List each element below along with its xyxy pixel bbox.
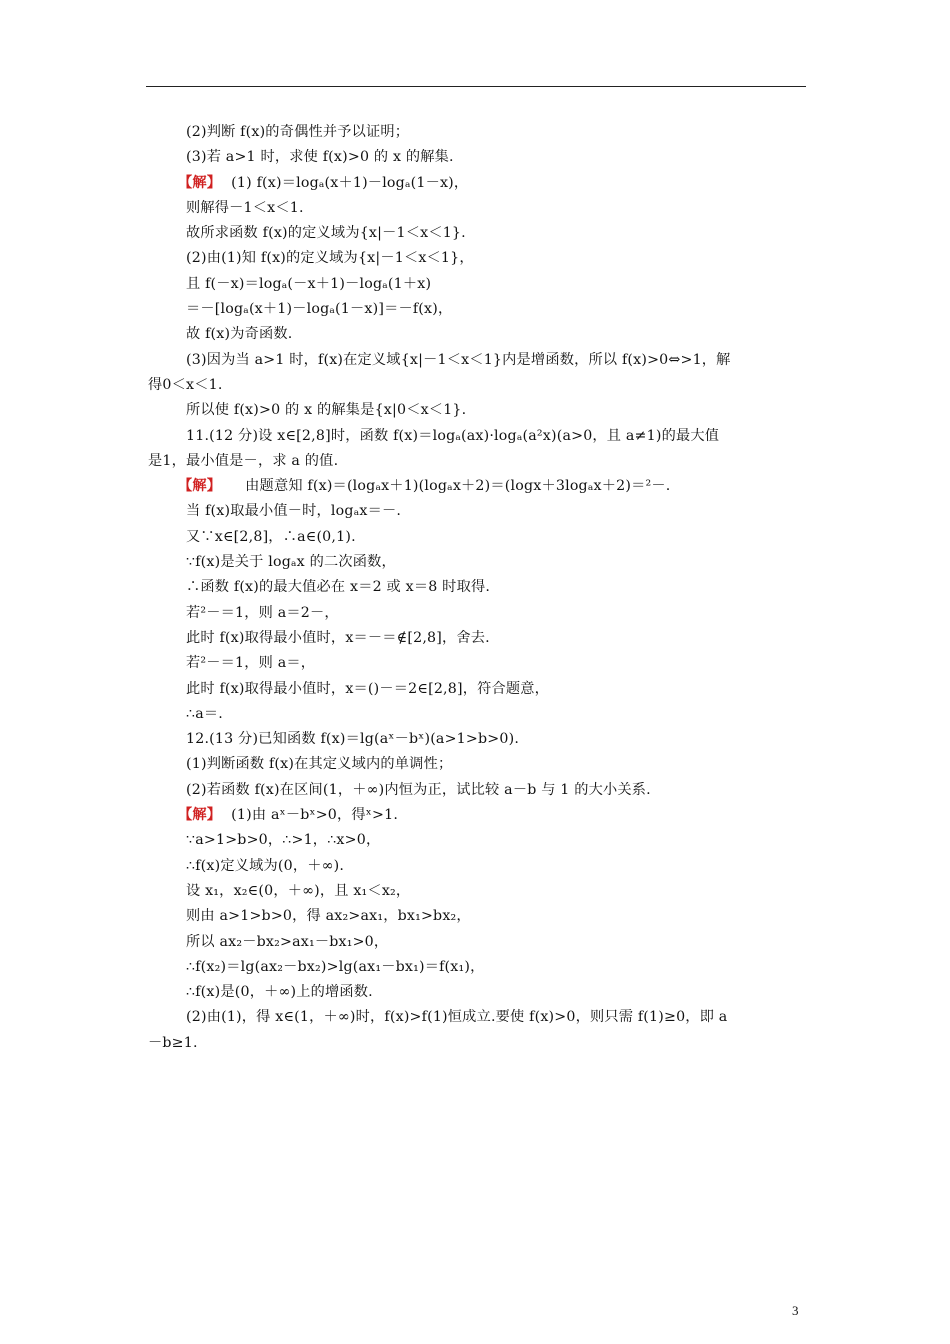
solution-tag: 【解】 xyxy=(178,478,222,495)
text-line: (3)因为当 a>1 时，f(x)在定义域{x|－1＜x＜1}内是增函数，所以 f(x)>0⇔>1，解 xyxy=(186,351,731,368)
text-line: ∵f(x)是关于 logₐx 的二次函数， xyxy=(186,554,396,571)
text-line: 又∵x∈[2,8]，∴a∈(0,1). xyxy=(186,528,356,545)
text-line: (2)判断 f(x)的奇偶性并予以证明； xyxy=(186,124,410,140)
text-line xyxy=(178,171,811,196)
text-line: 此时 f(x)取得最小值时，x＝－＝∉[2,8]，舍去. xyxy=(186,629,490,646)
text-line: 则解得－1＜x＜1. xyxy=(186,199,304,216)
text-line: (2)若函数 f(x)在区间(1，＋∞)内恒为正，试比较 a－b 与 1 的大小关系. xyxy=(186,781,651,798)
text-line: (2)由(1)知 f(x)的定义域为{x|－1＜x＜1}， xyxy=(186,250,474,267)
text-line: 故 f(x)为奇函数. xyxy=(186,326,293,343)
text-line: 所以使 f(x)>0 的 x 的解集是{x|0＜x＜1}. xyxy=(186,402,467,419)
text-line-content: 由题意知 f(x)＝(logₐx＋1)(logₐx＋2)＝(logx＋3logₐx＋2)＝²－. xyxy=(245,478,671,495)
text-line: 此时 f(x)取得最小值时，x＝()－＝2∈[2,8]，符合题意， xyxy=(186,680,550,697)
text-line: －b≥1. xyxy=(148,1034,198,1051)
text-line: ＝－[logₐ(x＋1)－logₐ(1－x)]＝－f(x)， xyxy=(186,301,453,318)
text-line xyxy=(178,474,811,499)
text-line: 所以 ax₂－bx₂>ax₁－bx₁>0， xyxy=(186,933,389,950)
text-line: 若²－＝1，则 a＝2－， xyxy=(186,604,339,621)
text-line: 则由 a>1>b>0，得 ax₂>ax₁，bx₁>bx₂， xyxy=(186,908,471,925)
text-line: 若²－＝1，则 a＝， xyxy=(186,655,316,672)
text-line: ∵a>1>b>0，∴>1，∴x>0， xyxy=(186,832,381,849)
solution-tag: 【解】 xyxy=(178,174,222,191)
text-line: (2)由(1)，得 x∈(1，＋∞)时，f(x)>f(1)恒成立.要使 f(x)>0，则只需 f(1)≥0，即 a xyxy=(186,1009,728,1026)
text-line: 12.(13 分)已知函数 f(x)＝lg(aˣ－bˣ)(a>1>b>0). xyxy=(186,731,520,748)
text-line: ∴a＝. xyxy=(186,705,223,722)
solution-tag: 【解】 xyxy=(178,807,222,824)
text-line: 当 f(x)取最小值－时，logₐx＝－. xyxy=(186,503,402,520)
text-line: 11.(12 分)设 x∈[2,8]时，函数 f(x)＝logₐ(ax)·logₐ(a²x)(a>0，且 a≠1)的最大值 xyxy=(186,427,720,444)
text-line: ∴函数 f(x)的最大值必在 x＝2 或 x＝8 时取得. xyxy=(186,579,491,596)
text-line-content: (1)由 aˣ－bˣ>0，得ˣ>1. xyxy=(231,807,399,824)
text-line: ∴f(x)定义域为(0，＋∞). xyxy=(186,857,345,874)
text-line: 且 f(－x)＝logₐ(－x＋1)－logₐ(1＋x) xyxy=(186,275,432,292)
text-line: 设 x₁，x₂∈(0，＋∞)，且 x₁＜x₂， xyxy=(186,882,411,899)
text-line xyxy=(178,803,811,828)
header-rule xyxy=(146,86,806,87)
text-line: (1)判断函数 f(x)在其定义域内的单调性； xyxy=(186,756,453,773)
text-line: ∴f(x₂)＝lg(ax₂－bx₂)>lg(ax₁－bx₁)＝f(x₁)， xyxy=(186,958,485,975)
document-body xyxy=(148,120,811,1056)
text-line: ∴f(x)是(0，＋∞)上的增函数. xyxy=(186,984,373,1001)
text-line: 是1，最小值是－，求 a 的值. xyxy=(148,452,339,469)
text-line: (3)若 a>1 时，求使 f(x)>0 的 x 的解集. xyxy=(186,149,454,166)
text-line: 故所求函数 f(x)的定义域为{x|－1＜x＜1}. xyxy=(186,225,466,242)
text-line-content: (1) f(x)＝logₐ(x＋1)－logₐ(1－x)， xyxy=(231,174,469,191)
text-line: 得0＜x＜1. xyxy=(148,376,223,393)
page-number: 3 xyxy=(792,1303,799,1318)
